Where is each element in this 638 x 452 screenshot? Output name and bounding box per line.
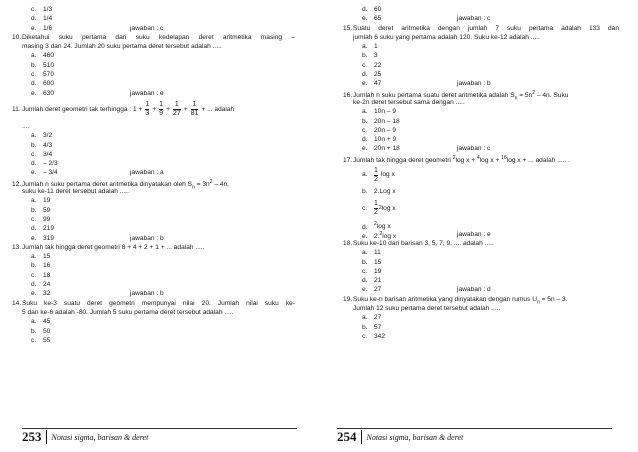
option-18a: a. 11 (362, 249, 381, 257)
question-10: 10.Diketahui suku pertama dan suku kedelapan deret aritmetika masing – (12, 33, 295, 41)
option-19c: c. 342 (362, 332, 386, 340)
right-column (343, 5, 619, 341)
option-11c: c. 3/4 (31, 150, 53, 158)
question-19-cont: Jumlah 12 suku pertama deret tersebut adalah ..... (353, 305, 501, 313)
question-18: 18.Suku ke-10 dari barisan 3, 5, 7, 9, .... adalah ..... (343, 239, 494, 247)
option-18e: e. 27 jawaban : d (362, 286, 491, 294)
left-column (12, 5, 295, 345)
option-16e: e. 20n + 18 jawaban : c (362, 145, 491, 153)
option-15c: c. 22 (362, 61, 382, 69)
question-12-cont: suku ke-11 deret tersebut adalah ..... (22, 188, 129, 196)
question-15: 15.Suatu deret aritmetika dengan jumlah 7 suku pertama adalah 133 dan (343, 24, 619, 32)
question-10-cont: masing 3 dan 24. Jumlah 20 suku pertama deret tersebut adalah ..... (22, 43, 222, 51)
answer-13: jawaban : b (130, 290, 164, 298)
answer-12: jawaban : b (130, 234, 164, 242)
option-19a: a. 27 (362, 314, 382, 322)
footer-right (337, 428, 463, 446)
option-10a: a. 460 (31, 52, 55, 60)
option-10e: e. 630 jawaban : e (31, 89, 164, 97)
page-254 (319, 0, 638, 452)
answer-16: jawaban : c (457, 145, 491, 153)
answer-10: jawaban : e (130, 89, 164, 97)
fraction-1-3: $\frac{1}{3}$ (145, 101, 150, 118)
option-13d: d. 24 (31, 281, 51, 289)
option-10c: c. 570 (31, 71, 55, 79)
option-15e: e. 47 jawaban : b (362, 80, 491, 88)
option-9e: e. 1/6 jawaban : c (31, 24, 164, 32)
option-17d: d. $^2$log x (362, 221, 391, 231)
question-12: 12.Jumlah n suku pertama deret aritmetika dinyatakan oleh $S_n = 3n^2 - 4n$, (12, 178, 229, 191)
fraction-half-c: $\frac{1}{2}$ (374, 199, 378, 216)
option-17a: a. $\frac{1}{2}$ log x (362, 166, 395, 183)
question-16: 16.Jumlah n suku pertama suatu deret aritmetika adalah $S_n = 5n^2 - 4n$. Suku (343, 89, 569, 102)
answer-18: jawaban : d (457, 286, 491, 294)
option-12d: d. 219 (31, 225, 55, 233)
option-14a: a. 45 (31, 318, 51, 326)
option-12b: b. 59 (31, 206, 51, 214)
footer-left (22, 428, 148, 446)
option-14d: d. 60 (362, 6, 382, 13)
option-14b: b. 50 (31, 327, 51, 335)
option-11d: d. – 2/3 (31, 160, 58, 168)
page-number: 254 (337, 430, 362, 444)
option-12e: e. 319 jawaban : b (31, 234, 164, 242)
question-11: 11. Jumlah deret geometri tak terhingga : 1 + $\frac{1}{3}$ + $\frac{1}{9}$ + $\frac{1}{27}$ + $\frac{1}{81}$ + ... adalah (12, 101, 235, 118)
question-15-cont: jumlah 6 suku yang pertama adalah 120. Suku ke-12 adalah ..... (353, 33, 540, 41)
option-9d: d. 1/4 (31, 15, 53, 23)
option-10b: b. 510 (31, 61, 55, 69)
question-11-cont: .... (22, 122, 30, 130)
footer-title: Notasi sigma, barisan & deret (51, 432, 149, 442)
option-11a: a. 3/2 (31, 132, 53, 140)
footer-title: Notasi sigma, barisan & deret (366, 432, 464, 442)
option-18b: b. 15 (362, 258, 382, 266)
fraction-1-81: $\frac{1}{81}$ (190, 101, 199, 118)
question-19: 19.Suku ke-n barisan aritmetika yang dinyatakan dengan rumus $U_n = 5n - 3$. (343, 295, 568, 306)
option-15a: a. 1 (362, 43, 378, 51)
option-18c: c. 19 (362, 267, 382, 275)
option-15d: d. 25 (362, 71, 382, 79)
option-15b: b. 3 (362, 52, 378, 60)
answer-15: jawaban : b (457, 80, 491, 88)
option-13c: c. 18 (31, 271, 51, 279)
option-11b: b. 4/3 (31, 141, 53, 149)
answer-11: jawaban : a (130, 169, 164, 177)
option-16c: c. 20n – 9 (362, 126, 396, 134)
question-14-cont: 5 dan ke-6 adalah -80. Jumlah 5 suku pertama deret tersebut adalah ..... (22, 308, 234, 316)
option-10d: d. 600 (31, 80, 55, 88)
option-16d: d. 10n + 9 (362, 136, 397, 144)
fraction-1-27: $\frac{1}{27}$ (172, 101, 181, 118)
answer-14: jawaban : c (457, 15, 491, 23)
option-17e: e. 2.$^2$log x jawaban : e (362, 230, 491, 240)
option-19b: b. 57 (362, 323, 382, 331)
question-14: 14.Suku ke-3 suatu deret geometri mempunyai nilai 20. Jumlah nilai suku ke- (12, 299, 295, 307)
fraction-1-9: $\frac{1}{9}$ (159, 101, 164, 118)
fraction-half-a: $\frac{1}{2}$ (374, 166, 378, 183)
option-11e: e. – 3/4 jawaban : a (31, 169, 164, 177)
option-17c: c. $\frac{1}{2}$ 2 log x (362, 199, 396, 216)
answer-17: jawaban : e (457, 230, 491, 238)
question-13: 13.Jumlah tak hingga deret geometri 8 + 4 + 2 + 1 + ... adalah ..... (12, 243, 205, 251)
option-12c: c. 99 (31, 215, 51, 223)
option-9c: c. 1/3 (31, 6, 53, 13)
page-number: 253 (22, 430, 47, 444)
option-16a: a. 10n – 9 (362, 108, 396, 116)
option-16b: b. 20n – 18 (362, 117, 400, 125)
option-14e: e. 65 jawaban : c (362, 15, 491, 23)
option-14c: c. 55 (31, 336, 51, 344)
option-17b: b. 2.Log x (362, 188, 396, 196)
question-16-cont: ke-2n deret tersebut sama dengan ..... (353, 98, 465, 106)
answer-9: jawaban : c (130, 24, 164, 32)
question-17: 17.Jumlah tak hingga deret geometri $^2$log x + $^4$log x + $^{16}$log x + ... adalah ..... . (343, 154, 570, 164)
option-13a: a. 15 (31, 253, 51, 261)
option-13e: e. 32 jawaban : b (31, 290, 164, 298)
option-18d: d. 21 (362, 277, 382, 285)
option-13b: b. 16 (31, 262, 51, 270)
option-12a: a. 19 (31, 197, 51, 205)
